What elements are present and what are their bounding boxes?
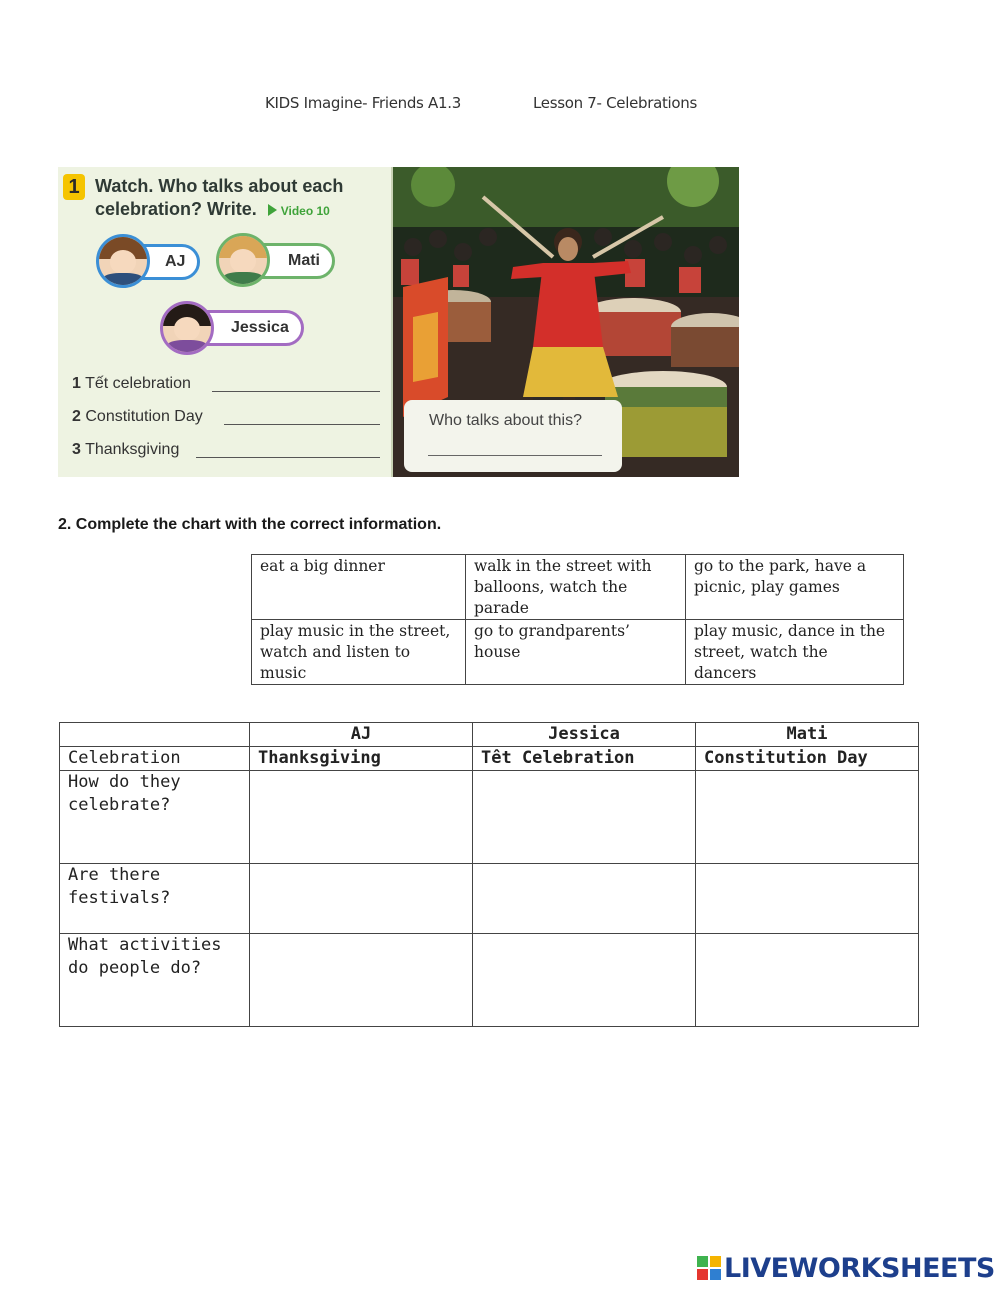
answer-line-3[interactable] xyxy=(196,457,380,458)
celebration-row xyxy=(60,747,919,771)
option-cell[interactable]: play music in the street, watch and listen to music xyxy=(252,620,466,685)
logo-text: LIVEWORKSHEETS xyxy=(724,1253,995,1284)
video-link[interactable] xyxy=(268,204,330,218)
answer-cell[interactable] xyxy=(250,771,473,864)
option-cell[interactable]: go to the park, have a picnic, play games xyxy=(686,555,904,620)
play-icon xyxy=(268,204,277,216)
answer-cell[interactable] xyxy=(250,864,473,934)
answer-cell[interactable] xyxy=(696,934,919,1027)
who-talks-box xyxy=(404,400,622,472)
character-name: Jessica xyxy=(231,319,289,336)
answer-cell[interactable] xyxy=(473,771,696,864)
answer-cell[interactable] xyxy=(473,864,696,934)
exercise-1-panel xyxy=(58,167,393,477)
exercise-1-instructions: Watch. Who talks about each celebration? Write. xyxy=(95,176,344,219)
row-label: What activities do people do? xyxy=(60,934,250,1027)
item-3: 3 Thanksgiving xyxy=(72,441,180,458)
celebration-chart xyxy=(59,722,919,1027)
course-title: KIDS Imagine- Friends A1.3 xyxy=(265,94,461,112)
answer-cell[interactable] xyxy=(250,934,473,1027)
celebration-jessica: Têt Celebration xyxy=(473,747,696,771)
photo-question: Who talks about this? xyxy=(429,412,582,429)
exercise-1-title xyxy=(95,175,385,223)
option-cell[interactable]: go to grandparents’ house xyxy=(466,620,686,685)
avatar-jessica xyxy=(160,301,214,355)
column-header-mati: Mati xyxy=(696,723,919,747)
logo-cube-icon xyxy=(697,1256,721,1280)
option-cell[interactable]: eat a big dinner xyxy=(252,555,466,620)
table-row xyxy=(252,620,904,685)
page-header xyxy=(265,94,697,112)
question-row xyxy=(60,934,919,1027)
row-label: How do they celebrate? xyxy=(60,771,250,864)
answer-cell[interactable] xyxy=(696,771,919,864)
answer-cell[interactable] xyxy=(473,934,696,1027)
character-name: Mati xyxy=(288,252,320,269)
answer-cell[interactable] xyxy=(696,864,919,934)
video-label: Video 10 xyxy=(280,204,330,218)
answer-line-1[interactable] xyxy=(212,391,380,392)
photo-answer-line[interactable] xyxy=(428,455,602,456)
exercise-number-badge: 1 xyxy=(63,174,85,200)
exercise-1-figure xyxy=(58,167,739,477)
character-name: AJ xyxy=(165,253,186,270)
liveworksheets-logo xyxy=(697,1254,995,1284)
chart-header-row xyxy=(60,723,919,747)
column-header-aj: AJ xyxy=(250,723,473,747)
celebration-mati: Constitution Day xyxy=(696,747,919,771)
celebration-aj: Thanksgiving xyxy=(250,747,473,771)
item-1: 1 Tết celebration xyxy=(72,375,191,392)
table-row xyxy=(252,555,904,620)
option-cell[interactable]: walk in the street with balloons, watch the parade xyxy=(466,555,686,620)
row-label: Celebration xyxy=(60,747,250,771)
option-cell[interactable]: play music, dance in the street, watch the dancers xyxy=(686,620,904,685)
avatar-aj xyxy=(96,234,150,288)
column-header-blank xyxy=(60,723,250,747)
lesson-title: Lesson 7- Celebrations xyxy=(532,94,698,112)
question-row xyxy=(60,771,919,864)
row-label: Are there festivals? xyxy=(60,864,250,934)
column-header-jessica: Jessica xyxy=(473,723,696,747)
item-2: 2 Constitution Day xyxy=(72,408,203,425)
answer-line-2[interactable] xyxy=(224,424,380,425)
options-table xyxy=(251,554,904,685)
avatar-mati xyxy=(216,233,270,287)
exercise-2-title: 2. Complete the chart with the correct information. xyxy=(58,516,442,533)
question-row xyxy=(60,864,919,934)
